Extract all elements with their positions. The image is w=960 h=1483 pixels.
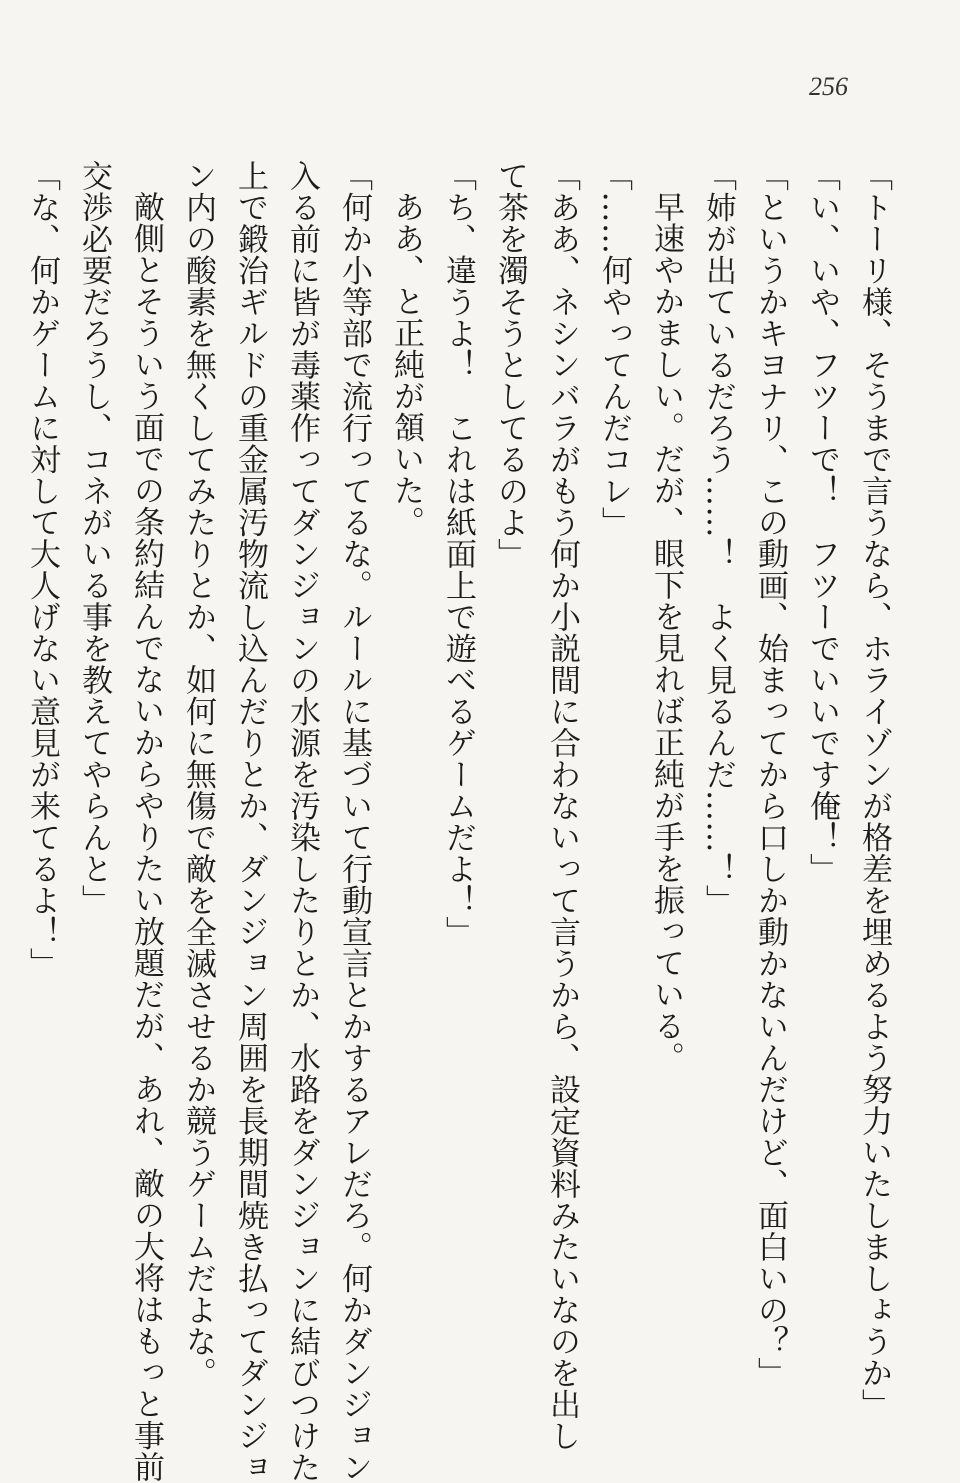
text-line: 入る前に皆が毒薬作ってダンジョンの水源を汚染したりとか、水路をダンジョンに結びつけた <box>284 160 320 1483</box>
text-line: 「というかキヨナリ、この動画、始まってから口しか動かないんだけど、面白いの？」 <box>752 160 788 1389</box>
page-number: 256 <box>809 72 848 101</box>
text-line: ああ、と正純が頷いた。 <box>388 191 424 538</box>
text-line: 上で鍛治ギルドの重金属汚物流し込んだりとか、ダンジョン周囲を長期間焼き払ってダンジョ <box>232 160 268 1483</box>
text-line: 「ち、違うよ！ これは紙面上で遊べるゲームだよ！」 <box>440 160 476 948</box>
text-line: ン内の酸素を無くしてみたりとか、如何に無傷で敵を全滅させるか競うゲームだよな。 <box>180 160 216 1389</box>
text-line: 「……何やってんだコレ」 <box>596 160 632 538</box>
text-line: 「姉が出ているだろう……！ よく見るんだ……！」 <box>700 160 736 916</box>
text-line: 早速やかましい。だが、眼下を見れば正純が手を振っている。 <box>648 191 684 1073</box>
text-line: 「何か小等部で流行ってるな。ルールに基づいて行動宣言とかするアレだろ。何かダンジョン <box>336 160 372 1483</box>
text-line: 「トーリ様、そうまで言うなら、ホライゾンが格差を埋めるよう努力いたしましょうか」 <box>856 160 892 1420</box>
text-line: 「い、いや、フツーで！ フツーでいいです俺！」 <box>804 160 840 885</box>
text-line: 交渉必要だろうし、コネがいる事を教えてやらんと」 <box>76 160 112 916</box>
text-line: 「ああ、ネシンバラがもう何か小説間に合わないって言うから、設定資料みたいなのを出し <box>544 160 580 1452</box>
text-line: て茶を濁そうとしてるのよ」 <box>492 160 528 570</box>
text-line: 「な、何かゲームに対して大人げない意見が来てるよ！」 <box>24 160 60 979</box>
text-line: 敵側とそういう面での条約結んでないからやりたい放題だが、あれ、敵の大将はもっと事前 <box>128 191 164 1483</box>
vertical-text-body <box>24 160 900 1483</box>
